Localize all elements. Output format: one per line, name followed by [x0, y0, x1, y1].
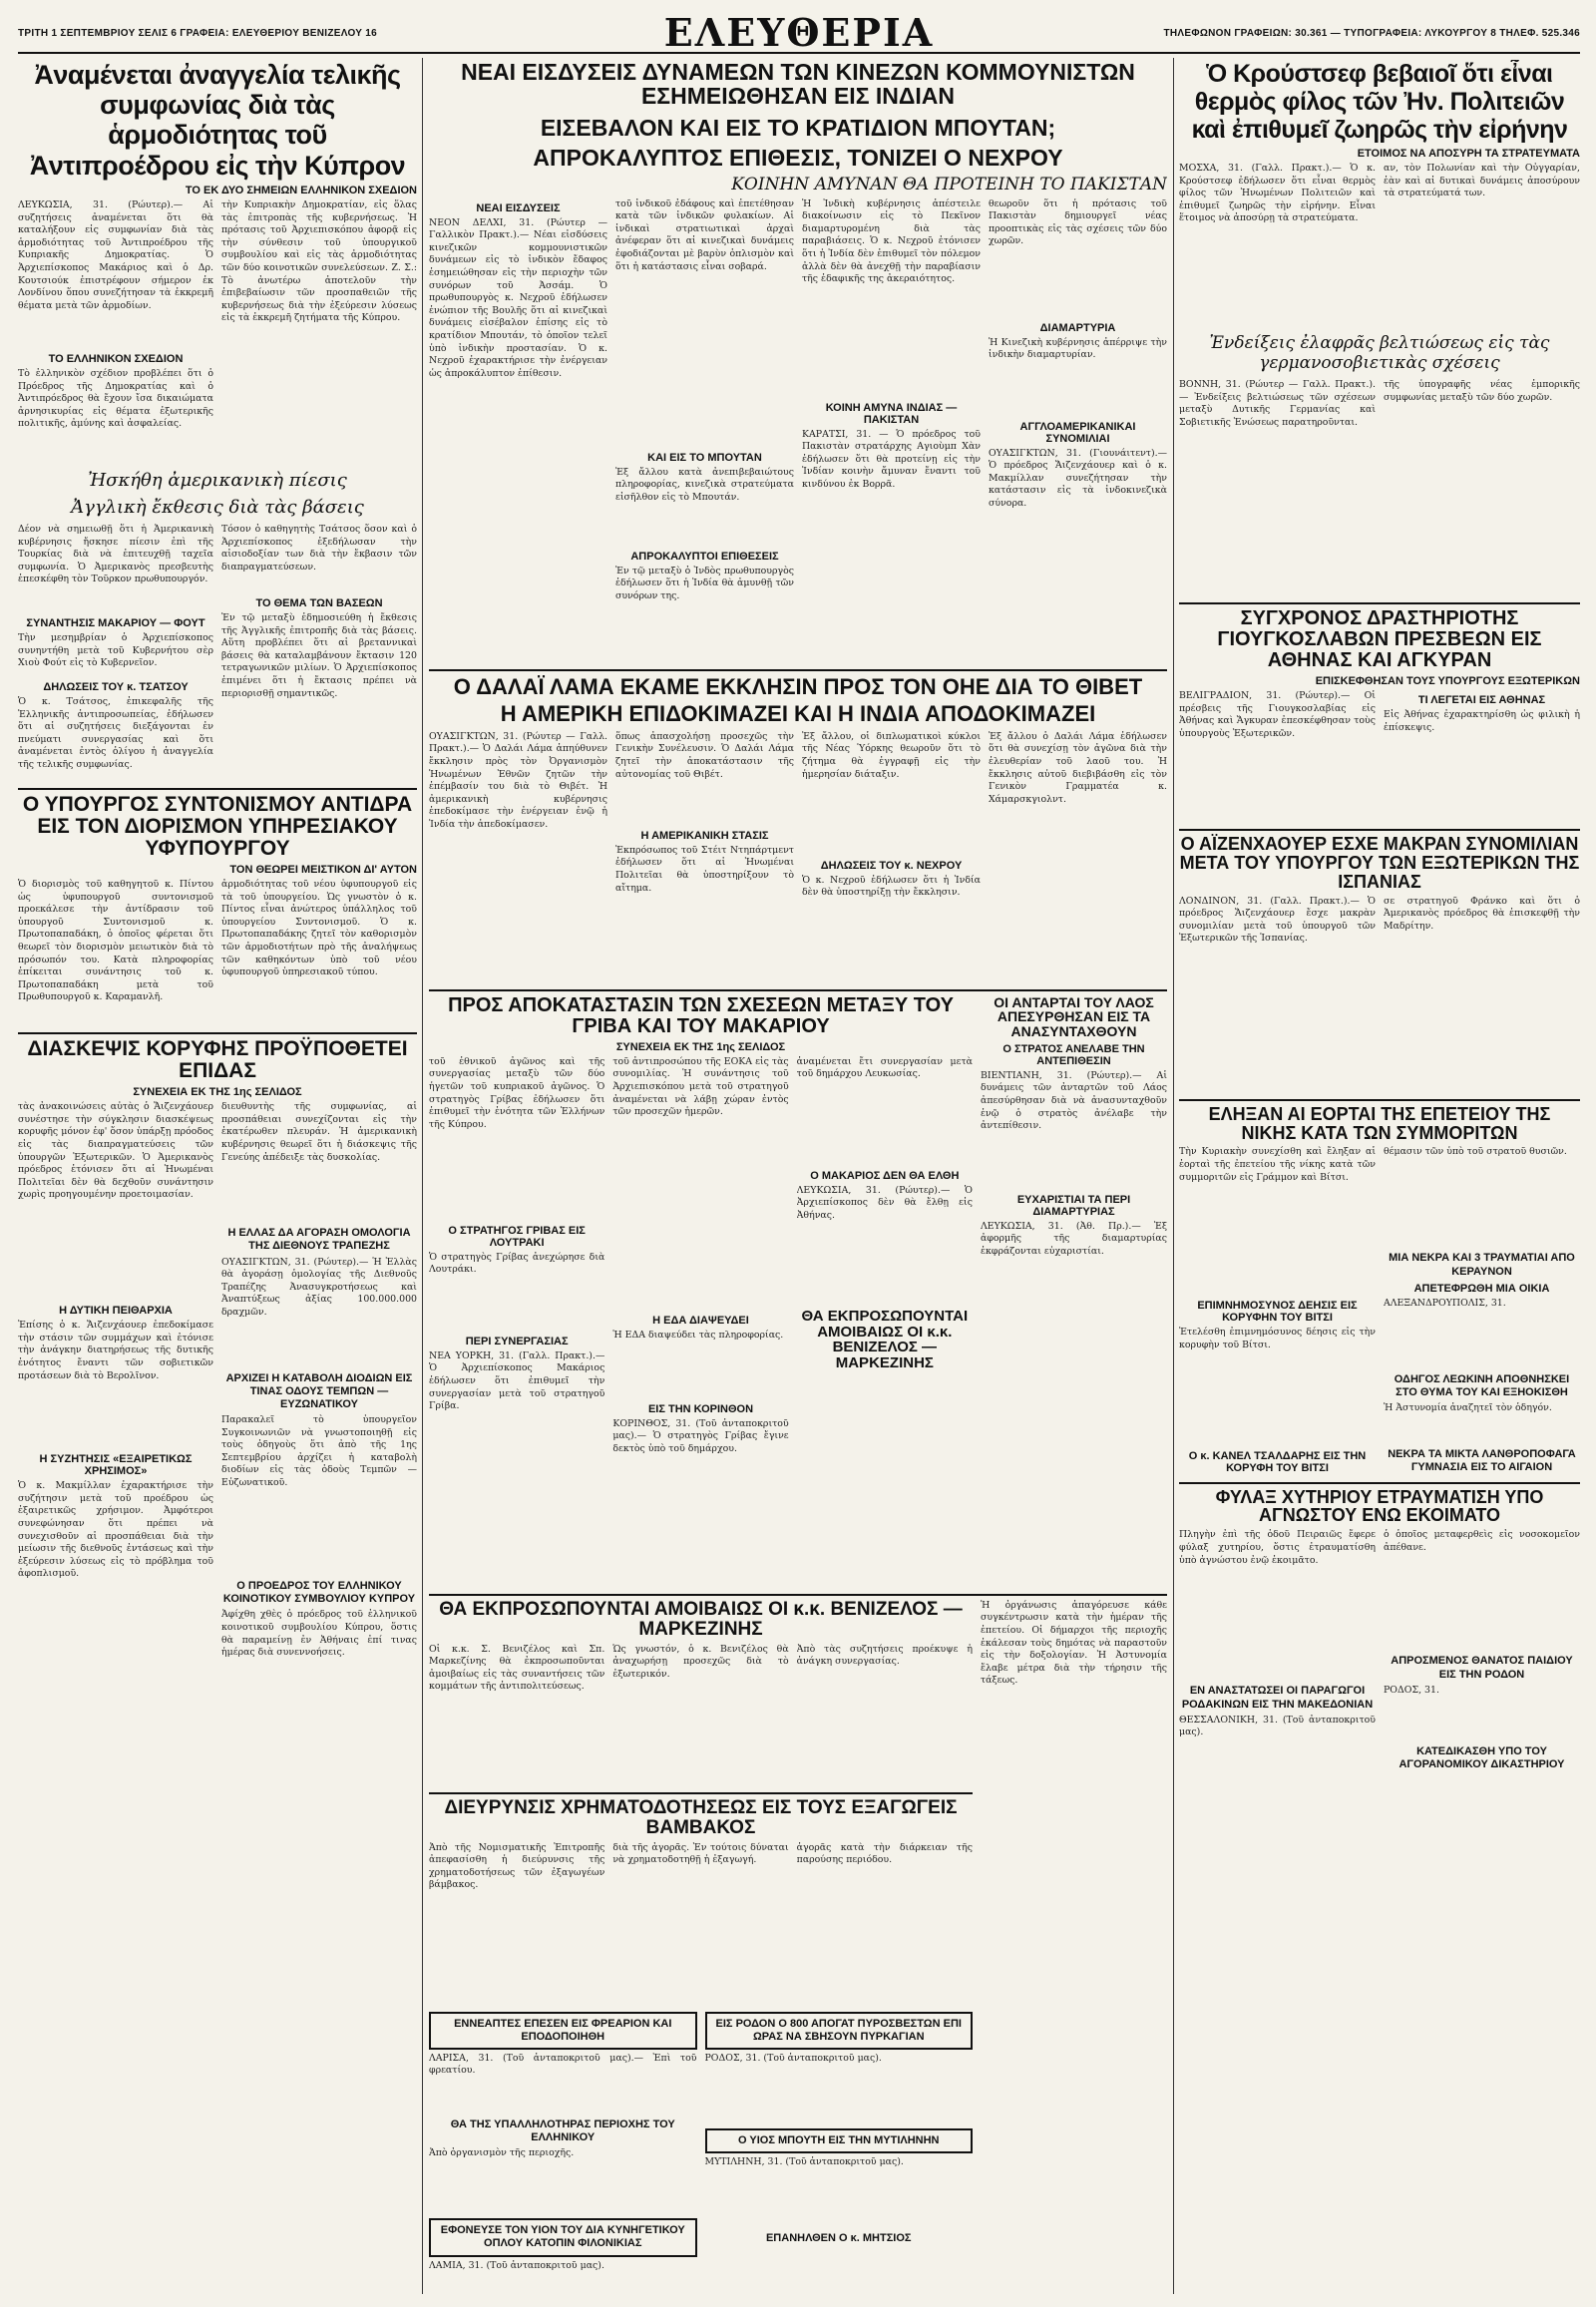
article-body: αν, τὸν Πολωνίαν καὶ τὴν Οὐγγαρίαν, ἐὰν καὶ αἱ δυτικαὶ δυνάμεις ἀποσύρουν τὰ στρατεύματά των.	[1384, 163, 1580, 199]
article-body: ΛΕΥΚΩΣΙΑ, 31. (Ἀθ. Πρ.).— Ἐξ ἀφορμῆς τῆς διαμαρτυρίας ἐκφράζονται εὐχαριστίαι.	[981, 1220, 1167, 1257]
left-main-headline: Ἀναμένεται ἀναγγελία τελικῆς συμφωνίας διὰ τὰς ἁρμοδιότητας τοῦ Ἀντιπροέδρου εἰς τὴν Κύπρον	[29, 60, 406, 181]
article-body: Ὁ κ. Μακμίλλαν ἐχαρακτήρισε τὴν συζήτησιν μετὰ τοῦ προέδρου ὡς ἐξαιρετικῶς χρήσιμον. Ἀμφότεροι συνεφώνησαν ὅτι πρέπει νὰ συνεχισθοῦν αἱ προσπάθειαι διὰ τὴν μείωσιν τῆς διεθνοῦς ἐντάσεως καὶ τὴν ἐξεύρεσιν λύσεως εἰς τὸ πρόβλημα τοῦ ἀφοπλισμοῦ.	[18, 1480, 213, 1580]
article-body: Ἐξ ἄλλου, οἱ διπλωματικοὶ κύκλοι τῆς Νέας Ὑόρκης θεωροῦν ὅτι τὸ ζήτημα θὰ ἐγγραφῇ εἰς τὴν ἡμερησίαν διάταξιν.	[802, 730, 981, 780]
subhead: Η ΔΥΤΙΚΗ ΠΕΙΘΑΡΧΙΑ	[59, 1305, 173, 1318]
dalai-lama-headline-2: Η ΑΜΕΡΙΚΗ ΕΠΙΔΟΚΙΜΑΖΕΙ ΚΑΙ Η ΙΝΔΙΑ ΑΠΟΔΟΚΙΜΑΖΕΙ	[500, 700, 1096, 726]
article-body: Ἀφίχθη χθὲς ὁ πρόεδρος τοῦ ἑλληνικοῦ κοινοτικοῦ συμβουλίου Κύπρου, ὅστις θὰ παραμείνῃ ἐν Ἀθήναις ἐπί τινας ἡμέρας διὰ συνεννοήσεις.	[221, 1609, 417, 1659]
article-body: ΜΟΣΧΑ, 31. (Γαλλ. Πρακτ.).— Ὁ κ. Κρούστσεφ ἐδήλωσεν ὅτι εἶναι θερμὸς φίλος τῶν Ἡνωμένων Πολιτειῶν καὶ ἐπιθυμεῖ ζωηρῶς τὴν εἰρήνην. Εἶναι ἕτοιμος νὰ ἀποσύρῃ τὰ στρατεύματα.	[1179, 163, 1376, 224]
article-body: Πληγὴν ἐπὶ τῆς ὁδοῦ Πειραιῶς ἔφερε φύλαξ χυτηρίου, ὅστις ἐτραυματίσθη ὑπὸ ἀγνώστου ἐνῷ ἐκοιμᾶτο.	[1179, 1529, 1376, 1566]
article-body: ΟΥΑΣΙΓΚΤΩΝ, 31. (Ρώυτερ — Γαλλ. Πρακτ.).— Ὁ Δαλάι Λάμα ἀπηύθυνεν ἔκκλησιν πρὸς τὸν Ὀργανισμὸν Ἡνωμένων Ἐθνῶν ζητῶν τὴν ἐπέμβασίν του διὰ τὸ Θιβέτ. Ἡ ἀμερικανικὴ κυβέρνησις ἐπεδοκίμασε τὴν ἐνέργειαν ἐνῷ ἡ Ἰνδία τὴν ἀπεδοκίμασεν.	[429, 730, 607, 830]
foundry-guard-headline: ΦΥΛΑΞ ΧΥΤΗΡΙΟΥ ΕΤΡΑΥΜΑΤΙΣΗ ΥΠΟ ΑΓΝΩΣΤΟΥ ΕΝΩ ΕΚΟΙΜΑΤΟ	[1215, 1486, 1544, 1526]
subhead: ΤΟΝ ΘΕΩΡΕΙ ΜΕΙΣΤΙΚΟΝ ΔΙ' ΑΥΤΟΝ	[229, 864, 417, 877]
boxed-subhead: Η ΕΛΛΑΣ ΔΑ ΑΓΟΡΑΣΗ ΟΜΟΛΟΓΙΑ ΤΗΣ ΔΙΕΘΝΟΥΣ ΤΡΑΠΕΖΗΣ	[227, 1227, 411, 1253]
subhead: ΕΙΣ ΤΗΝ ΚΟΡΙΝΘΟΝ	[647, 1402, 754, 1415]
subhead: ΕΝ ΑΝΑΣΤΑΤΩΣΕΙ ΟΙ ΠΑΡΑΓΩΓΟΙ ΡΟΔΑΚΙΝΩΝ ΕΙΣ ΤΗΝ ΜΑΚΕΔΟΝΙΑΝ	[1181, 1685, 1374, 1711]
article-body: Ἐτελέσθη ἐπιμνημόσυνος δέησις εἰς τὴν κορυφὴν τοῦ Βίτσι.	[1179, 1327, 1376, 1351]
dalai-lama-headline-1: Ο ΔΑΛΑΪ ΛΑΜΑ ΕΚΑΜΕ ΕΚΚΛΗΣΙΝ ΠΡΟΣ ΤΟΝ ΟΗΕ ΔΙΑ ΤΟ ΘΙΒΕΤ	[453, 673, 1143, 699]
subhead: ΣΥΝΑΝΤΗΣΙΣ ΜΑΚΑΡΙΟΥ — ΦΟΥΤ	[26, 616, 205, 629]
masthead	[18, 10, 1580, 54]
article-body: τὰς ἀνακοινώσεις αὐτὰς ὁ Ἄιζενχάουερ συνέστησε τὴν σύγκλησιν διασκέψεως κορυφῆς μόνον ἐφ' ὅσον ὑπάρξῃ πρόοδος εἰς τὰς διαπραγματεύσεις τῶν ὑπουργῶν Ἐξωτερικῶν. Ὁ Ἀμερικανὸς πρόεδρος ἐτόνισεν ὅτι αἱ Ἡνωμέναι Πολιτεῖαι δὲν θὰ δεχθοῦν συνάντησιν χωρὶς προηγουμένην προετοιμασίαν.	[18, 1101, 213, 1201]
masthead-contacts: ΤΗΛΕΦΩΝΟΝ ΓΡΑΦΕΙΩΝ: 30.361 — ΤΥΠΟΓΡΑΦΕΙΑ: ΛΥΚΟΥΡΓΟΥ 8 ΤΗΛΕΦ. 525.346	[1163, 28, 1580, 39]
article-body: Ἐκπρόσωπος τοῦ Στέιτ Ντηπάρτμεντ ἐδήλωσεν ὅτι αἱ Ἡνωμέναι Πολιτεῖαι θὰ ὑποστηρίξουν τὸ αἴτημα.	[615, 844, 794, 894]
subhead: ΑΠΕΤΕΦΡΩΘΗ ΜΙΑ ΟΙΚΙΑ	[1413, 1282, 1550, 1295]
boxed-subhead: ΕΝΝΕΑΠΤΕΣ ΕΠΕΣΕΝ ΕΙΣ ΦΡΕΑΡΙΟΝ ΚΑΙ ΕΠΟΔΟΠΟΙΗΘΗ	[429, 2012, 697, 2050]
section-rule	[429, 669, 1167, 671]
subhead: ΤΟ ΘΕΜΑ ΤΩΝ ΒΑΣΕΩΝ	[255, 596, 383, 609]
article-body: τῆς ὑπογραφῆς νέας ἐμπορικῆς συμφωνίας μεταξὺ τῶν δύο χωρῶν.	[1384, 379, 1580, 403]
subhead: Ο ΣΤΡΑΤΟΣ ΑΝΕΛΑΒΕ ΤΗΝ ΑΝΤΕΠΙΘΕΣΙΝ	[1002, 1042, 1145, 1067]
article-body: Ὁ στρατηγὸς Γρίβας ἀνεχώρησε διὰ Λουτράκι.	[429, 1251, 605, 1276]
subhead: ΑΠΡΟΚΑΛΥΠΤΟΙ ΕΠΙΘΕΣΕΙΣ	[630, 550, 779, 563]
article-body: ΝΕΟΝ ΔΕΛΧΙ, 31. (Ρώυτερ — Γαλλικὸν Πρακτ.).— Νέαι εἰσδύσεις κινεζικῶν κομμουνιστικῶν δυνάμεων εἰς τὸ ἰνδικὸν ἔδαφος ἐσημειώθησαν εἰς τὴν περιοχὴν τῶν συνόρων τοῦ Ἀσσάμ. Ὁ πρωθυπουργὸς κ. Νεχροῦ ἐδήλωσεν ἐνώπιον τῆς Βουλῆς ὅτι αἱ κινεζικαὶ δυνάμεις εἰσέβαλον ἐπίσης εἰς τὸ κρατίδιον Μπουτάν, τὸ ὁποῖον τελεῖ ὑπὸ ἰνδικὴν προστασίαν. Ὁ κ. Νεχροῦ ἐχαρακτήρισε τὴν ἐνέργειαν ὡς ἀπροκάλυπτον ἐπίθεσιν.	[429, 216, 607, 379]
subhead: ΠΕΡΙ ΣΥΝΕΡΓΑΣΙΑΣ	[465, 1335, 569, 1347]
subhead: ΟΔΗΓΟΣ ΛΕΩΚΙΝΗ ΑΠΟΘΝΗΣΚΕΙ ΣΤΟ ΘΥΜΑ ΤΟΥ ΚΑΙ ΕΞΗΟΚΙΣΘΗ	[1394, 1372, 1570, 1399]
section-rule	[1179, 1099, 1580, 1101]
article-body: Ὁ διορισμὸς τοῦ καθηγητοῦ κ. Πίντου ὡς ὑφυπουργοῦ συντονισμοῦ προεκάλεσε τὴν ἀντίδρασιν τοῦ ὑπουργοῦ Συντονισμοῦ κ. Πρωτοπαπαδάκη, ὁ ὁποῖος φέρεται ὅτι θεωρεῖ τὸν διορισμὸν μειωτικὸν διὰ τὸ πρόσωπόν του. Κατὰ πληροφορίας ἐπίκειται συνάντησις τοῦ κ. Πρωτοπαπαδάκη μετὰ τοῦ Πρωθυπουργοῦ κ. Καραμανλῆ.	[18, 879, 213, 1003]
boxed-subhead: ΘΑ ΤΗΣ ΥΠΑΛΛΗΛΟΤΗΡΑΣ ΠΕΡΙΟΧΗΣ ΤΟΥ ΕΛΛΗΝΙΚΟΥ	[450, 2117, 675, 2144]
summit-headline: ΔΙΑΣΚΕΨΙΣ ΚΟΡΥΦΗΣ ΠΡΟΫΠΟΘΕΤΕΙ ΕΠΙΔΑΣ	[27, 1037, 408, 1083]
boxed-subhead: ΕΠΑΝΗΛΘΕΝ Ο κ. ΜΗΤΣΙΟΣ	[765, 2232, 912, 2245]
left-column	[18, 60, 417, 2294]
article-body: ὅπως ἀπασχολήσῃ προσεχῶς τὴν Γενικὴν Συνέλευσιν. Ὁ Δαλάι Λάμα ζητεῖ τὴν ἀποκατάστασιν τῆς αὐτονομίας τοῦ Θιβέτ.	[615, 730, 794, 780]
article-body: ΛΑΜΙΑ, 31. (Τοῦ ἀνταποκριτοῦ μας).	[429, 2259, 604, 2271]
eisenhower-headline: Ο ΑΪΖΕΝΧΑΟΥΕΡ ΕΣΧΕ ΜΑΚΡΑΝ ΣΥΝΟΜΙΛΙΑΝ ΜΕΤΑ ΤΟΥ ΥΠΟΥΡΓΟΥ ΤΩΝ ΕΞΩΤΕΡΙΚΩΝ ΤΗΣ ΙΣΠΑΝΙΑΣ	[1179, 834, 1580, 892]
italic-headline: Ἐνδείξεις ἐλαφρᾶς βελτιώσεως εἰς τὰς γερμανοσοβιετικὰς σχέσεις	[1209, 333, 1550, 373]
china-headline-3: ΑΠΡΟΚΑΛΥΠΤΟΣ ΕΠΙΘΕΣΙΣ, ΤΟΝΙΖΕΙ Ο ΝΕΧΡΟΥ	[533, 145, 1063, 172]
box-item	[797, 1309, 973, 1371]
article-body: ΛΕΥΚΩΣΙΑ, 31. (Ρώυτερ).— Ὁ Ἀρχιεπίσκοπος δὲν θὰ ἔλθῃ εἰς Ἀθήνας.	[796, 1184, 973, 1221]
section-rule	[18, 1032, 417, 1034]
italic-headline: Ἀγγλικὴ ἔκθεσις διὰ τὰς βάσεις	[71, 496, 364, 518]
section-rule	[1179, 1482, 1580, 1484]
subhead: ΣΥΝΕΧΕΙΑ ΕΚ ΤΗΣ 1ης ΣΕΛΙΔΟΣ	[133, 1086, 302, 1099]
subhead: ΕΥΧΑΡΙΣΤΙΑΙ ΤΑ ΠΕΡΙ ΔΙΑΜΑΡΤΥΡΙΑΣ	[1016, 1193, 1131, 1218]
article-body: ΒΙΕΝΤΙΑΝΗ, 31. (Ρώυτερ).— Αἱ δυνάμεις τῶν ἀνταρτῶν τοῦ Λάος ἀπεσύρθησαν διὰ νὰ ἀνασυνταχθοῦν ἐνῷ ὁ στρατὸς ἀνέλαβε τὴν ἀντεπίθεσιν.	[981, 1069, 1167, 1132]
article-body: Ἀπὸ τὰς συζητήσεις προέκυψε ἡ ἀνάγκη συνεργασίας.	[796, 1643, 973, 1668]
subhead: ΕΠΙΣΚΕΦΘΗΣΑΝ ΤΟΥΣ ΥΠΟΥΡΓΟΥΣ ΕΞΩΤΕΡΙΚΩΝ	[1315, 675, 1580, 687]
subhead: ΝΕΑΙ ΕΙΣΔΥΣΕΙΣ	[476, 201, 561, 214]
article-body: Ἡ ΕΔΑ διαψεύδει τὰς πληροφορίας.	[612, 1329, 784, 1341]
article-body: ΑΛΕΞΑΝΔΡΟΥΠΟΛΙΣ, 31.	[1384, 1297, 1506, 1309]
article-body: Τὴν μεσημβρίαν ὁ Ἀρχιεπίσκοπος συνηντήθη μετὰ τοῦ Κυβερνήτου σὲρ Χιοὺ Φούτ εἰς τὸ Κυβερνεῖον.	[18, 631, 213, 669]
italic-headline: Ἠσκήθη ἀμερικανικὴ πίεσις	[88, 469, 347, 491]
article-body: Ὁ κ. Τσάτσος, ἐπικεφαλῆς τῆς Ἑλληνικῆς ἀντιπροσωπείας, ἐδήλωσεν ὅτι αἱ συζητήσεις διεξάγονται ἐν πνεύματι συνεργασίας καὶ ὅτι ἀναμένεται ἐντὸς ὀλίγου ἡ ἀναγγελία τῆς τελικῆς συμφωνίας.	[18, 695, 213, 770]
article-body: διευθυντὴς τῆς συμφωνίας, αἱ προσπάθειαι συνεχίζονται εἰς τὴν ἑκατέρωθεν πλευράν. Ἡ ἀμερικανικὴ κυβέρνησις θεωρεῖ ὅτι ἡ διάσκεψις τῆς Γενεύης ἀπέδειξε τὰς δυσκολίας.	[221, 1101, 417, 1163]
section-rule	[18, 788, 417, 790]
article-body: σε στρατηγοῦ Φράνκο καὶ ὅτι ὁ Ἀμερικανὸς πρόεδρος θὰ ἐπισκεφθῇ τὴν Μαδρίτην.	[1384, 895, 1580, 932]
khrushchev-headline: Ὁ Κρούστσεφ βεβαιοῖ ὅτι εἶναι θερμὸς φίλος τῶν Ἠν. Πολιτειῶν καὶ ἐπιθυμεῖ ζωηρῶς τὴν εἰρήνην	[1191, 60, 1568, 144]
article-body: Εἰς Ἀθήνας ἐχαρακτηρίσθη ὡς φιλικὴ ἡ ἐπίσκεψις.	[1384, 709, 1580, 733]
article-body: ΚΑΡΑΤΣΙ, 31. — Ὁ πρόεδρος τοῦ Πακιστὰν στρατάρχης Αγιοὺμπ Χὰν ἐδήλωσεν ὅτι θὰ προτείνῃ εἰς τὴν Ἰνδίαν κοινὴν ἄμυναν ἔναντι τοῦ κινδύνου ἐκ Βορρᾶ.	[802, 428, 981, 490]
victory-anniversary-headline: ΕΛΗΞΑΝ ΑΙ ΕΟΡΤΑΙ ΤΗΣ ΕΠΕΤΕΙΟΥ ΤΗΣ ΝΙΚΗΣ ΚΑΤΑ ΤΩΝ ΣΥΜΜΟΡΙΤΩΝ	[1208, 1103, 1551, 1143]
article-body: Οἱ κ.κ. Σ. Βενιζέλος καὶ Σπ. Μαρκεζίνης θὰ ἐκπροσωποῦνται ἀμοιβαίως εἰς τὰς συναντήσεις τῶν κομμάτων τῆς ἀντιπολιτεύσεως.	[429, 1643, 605, 1693]
subhead: ΑΠΡΟΣΜΕΝΟΣ ΘΑΝΑΤΟΣ ΠΑΙΔΙΟΥ ΕΙΣ ΤΗΝ ΡΟΔΟΝ	[1391, 1655, 1573, 1681]
article-body: ΝΕΑ ΥΟΡΚΗ, 31. (Γαλλ. Πρακτ.).— Ὁ Ἀρχιεπίσκοπος Μακάριος ἐδήλωσεν ὅτι ἐπιθυμεῖ τὴν συνεργασίαν μετὰ τοῦ στρατηγοῦ Γρίβα.	[429, 1349, 605, 1412]
article-body: ΛΑΡΙΣΑ, 31. (Τοῦ ἀνταποκριτοῦ μας).— Ἐπὶ τοῦ φρεατίου.	[429, 2052, 697, 2077]
subhead: ΑΓΓΛΟΑΜΕΡΙΚΑΝΙΚΑΙ ΣΥΝΟΜΙΛΙΑΙ	[1019, 420, 1136, 445]
column-rule	[422, 58, 423, 2294]
right-column	[1179, 60, 1580, 2294]
subhead: Η ΣΥΖΗΤΗΣΙΣ «ΕΞΑΙΡΕΤΙΚΩΣ ΧΡΗΣΙΜΟΣ»	[39, 1453, 193, 1478]
article-body: Παρακαλεῖ τὸ ὑπουργεῖον Συγκοινωνιῶν νὰ γνωστοποιηθῇ εἰς τοὺς ὁδηγοὺς ὅτι ἀπὸ τῆς 1ης Σεπτεμβρίου ἀρχίζει ἡ καταβολὴ διοδίων εἰς τὰς ὁδοὺς Τεμπῶν — Εὐζωνατικοῦ.	[221, 1414, 417, 1489]
article-body: ΟΥΑΣΙΓΚΤΩΝ, 31. (Γιουνάιτεντ).— Ὁ πρόεδρος Ἄιζενχάουερ καὶ ὁ κ. Μακμίλλαν συνεζήτησαν τὴν κατάστασιν εἰς τὰ ἰνδοκινεζικὰ σύνορα.	[989, 447, 1167, 509]
article-body: τοῦ ἀντιπροσώπου τῆς ΕΟΚΑ εἰς τὰς συνομιλίας. Ἡ συνάντησις τοῦ Ἀρχιεπισκόπου μετὰ τοῦ στρατηγοῦ ἀναμένεται νὰ λάβῃ χώραν ἐντὸς τῶν προσεχῶν ἡμερῶν.	[612, 1055, 789, 1118]
subhead: ΝΕΚΡΑ ΤΑ ΜΙΚΤΑ ΛΑΝΘΡΟΠΟΦΑΓΑ ΓΥΜΝΑΣΙΑ ΕΙΣ ΤΟ ΑΙΓΑΙΟΝ	[1388, 1448, 1576, 1474]
subhead: ΕΠΙΜΝΗΜΟΣΥΝΟΣ ΔΕΗΣΙΣ ΕΙΣ ΚΟΡΥΦΗΝ ΤΟΥ ΒΙΤΣΙ	[1197, 1300, 1358, 1325]
article-body: ΘΕΣΣΑΛΟΝΙΚΗ, 31. (Τοῦ ἀνταποκριτοῦ μας).	[1179, 1714, 1376, 1738]
newspaper-page	[18, 10, 1580, 2299]
article-body: Ὁ κ. Νεχροῦ ἐδήλωσεν ὅτι ἡ Ἰνδία δὲν θὰ ὑποστηρίξῃ τὴν ἔκκλησιν.	[802, 874, 981, 899]
griva-headline: ΠΡΟΣ ΑΠΟΚΑΤΑΣΤΑΣΙΝ ΤΩΝ ΣΧΕΣΕΩΝ ΜΕΤΑΞΥ ΤΟΥ ΓΡΙΒΑ ΚΑΙ ΤΟΥ ΜΑΚΑΡΙΟΥ	[448, 993, 954, 1037]
section-rule	[1179, 602, 1580, 604]
article-body: Ἀπὸ τῆς Νομισματικῆς Ἐπιτροπῆς ἀπεφασίσθη ἡ διεύρυνσις τῆς χρηματοδοτήσεως τῶν ἐξαγωγέων βάμβακος.	[429, 1841, 605, 1891]
laos-headline: ΟΙ ΑΝΤΑΡΤΑΙ ΤΟΥ ΛΑΟΣ ΑΠΕΣΥΡΘΗΣΑΝ ΕΙΣ ΤΑ ΑΝΑΣΥΝΤΑΧΘΟΥΝ	[994, 993, 1154, 1040]
article-body: Ἐν τῷ μεταξὺ ὁ Ἰνδὸς πρωθυπουργὸς ἐδήλωσεν ὅτι ἡ Ἰνδία θὰ ἀμυνθῇ τῶν συνόρων της.	[615, 565, 794, 601]
article-body: ΛΕΥΚΩΣΙΑ, 31. (Ρώυτερ).— Αἱ συζητήσεις ἀναμένεται ὅτι θὰ καταλήξουν εἰς συμφωνίαν διὰ τὰς ἁρμοδιότητας τοῦ Ἀντιπροέδρου τῆς Κυπριακῆς Δημοκρατίας. Ὁ Ἀρχιεπίσκοπος Μακάριος καὶ ὁ Δρ. Κουτσιούκ ἐπιστρέφουν σήμερον ἐκ Λονδίνου ὅπου συνεζήτησαν τὰ ἐκκρεμῆ θέματα μετὰ τῶν ἁρμοδίων.	[18, 198, 213, 311]
boxed-subhead: ΑΡΧΙΖΕΙ Η ΚΑΤΑΒΟΛΗ ΔΙΟΔΙΩΝ ΕΙΣ ΤΙΝΑΣ ΟΔΟΥΣ ΤΕΜΠΩΝ — ΕΥΖΩΝΑΤΙΚΟΥ	[225, 1371, 413, 1410]
article-body: ἀναμένεται ἔτι συνεργασίαν μετὰ τοῦ δημάρχου Λευκωσίας.	[796, 1055, 973, 1080]
article-body: ἀγορᾶς κατὰ τὴν διάρκειαν τῆς παρούσης περιόδου.	[796, 1841, 973, 1866]
subhead: ΣΥΝΕΧΕΙΑ ΕΚ ΤΗΣ 1ης ΣΕΛΙΔΟΣ	[615, 1040, 786, 1053]
subhead: ΔΗΛΩΣΕΙΣ ΤΟΥ κ. ΤΣΑΤΣΟΥ	[43, 680, 189, 693]
article-body: τοῦ ἐθνικοῦ ἀγῶνος καὶ τῆς συνεργασίας μεταξὺ τῶν δύο ἡγετῶν τοῦ κυπριακοῦ ἀγῶνος. Ὁ στρατηγὸς Γρίβας ἐδήλωσεν ὅτι ἐπιθυμεῖ τὴν ἑνότητα τῶν Ἑλλήνων τῆς Κύπρου.	[429, 1055, 605, 1130]
article-body: Τόσον ὁ καθηγητὴς Τσάτσος ὅσον καὶ ὁ Ἀρχιεπίσκοπος ἐξεδήλωσαν τὴν αἰσιοδοξίαν των διὰ τὴν ἔκβασιν τῶν διαπραγματεύσεων.	[221, 523, 417, 573]
italic-headline: ΚΟΙΝΗΝ ΑΜΥΝΑΝ ΘΑ ΠΡΟΤΕΙΝΗ ΤΟ ΠΑΚΙΣΤΑΝ	[731, 174, 1167, 194]
china-headline-2: ΕΙΣΕΒΑΛΟΝ ΚΑΙ ΕΙΣ ΤΟ ΚΡΑΤΙΔΙΟΝ ΜΠΟΥΤΑΝ;	[540, 115, 1056, 142]
subhead: ΤΟ ΕΛΛΗΝΙΚΟΝ ΣΧΕΔΙΟΝ	[48, 352, 184, 365]
article-body: ΜΥΤΙΛΗΝΗ, 31. (Τοῦ ἀνταποκριτοῦ μας).	[704, 2156, 904, 2168]
coordination-minister-headline: Ο ΥΠΟΥΡΓΟΣ ΣΥΝΤΟΝΙΣΜΟΥ ΑΝΤΙΔΡΑ ΕΙΣ ΤΟΝ ΔΙΟΡΙΣΜΟΝ ΥΠΗΡΕΣΙΑΚΟΥ ΥΦΥΠΟΥΡΓΟΥ	[22, 792, 413, 861]
column-rule	[1173, 58, 1174, 2294]
boxed-subhead: ΕΙΣ ΡΟΔΟΝ Ο 800 ΑΠΟΓΑΤ ΠΥΡΟΣΒΕΣΤΩΝ ΕΠΙ ΩΡΑΣ ΝΑ ΣΒΗΣΟΥΝ ΠΥΡΚΑΓΙΑΝ	[705, 2012, 974, 2050]
subhead: Η ΕΔΑ ΔΙΑΨΕΥΔΕΙ	[652, 1314, 749, 1327]
article-body: θέμασιν τῶν ὑπὸ τοῦ στρατοῦ θυσιῶν.	[1384, 1146, 1567, 1158]
boxed-subhead: ΕΦΟΝΕΥΣΕ ΤΟΝ ΥΙΟΝ ΤΟΥ ΔΙΑ ΚΥΝΗΓΕΤΙΚΟΥ ΟΠΛΟΥ ΚΑΤΟΠΙΝ ΦΙΛΟΝΙΚΙΑΣ	[429, 2218, 697, 2256]
venizelos-headline: ΘΑ ΕΚΠΡΟΣΩΠΟΥΝΤΑΙ ΑΜΟΙΒΑΙΩΣ ΟΙ κ.κ. ΒΕΝΙΖΕΛΟΣ — ΜΑΡΚΕΖΙΝΗΣ	[801, 1307, 969, 1371]
article-body: θεωροῦν ὅτι ἡ πρότασις τοῦ Πακιστὰν δημιουργεῖ νέας προοπτικὰς εἰς τὰς σχέσεις τῶν δύο χωρῶν.	[989, 197, 1167, 247]
center-section	[429, 60, 1167, 2294]
subhead: Ο ΣΤΡΑΤΗΓΟΣ ΓΡΙΒΑΣ ΕΙΣ ΛΟΥΤΡΑΚΙ	[448, 1224, 586, 1249]
boxed-subhead: Ο ΥΙΟΣ ΜΠΟΥΤΗ ΕΙΣ ΤΗΝ ΜΥΤΙΛΗΝΗΝ	[705, 2128, 974, 2153]
article-body: ΡΟΔΟΣ, 31.	[1384, 1684, 1439, 1696]
article-body: Ἐξ ἄλλου κατὰ ἀνεπιβεβαιώτους πληροφορίας, κινεζικὰ στρατεύματα εἰσῆλθον εἰς τὸ Μπουτάν.	[615, 466, 794, 503]
article-body: Ἡ Ἀστυνομία ἀναζητεῖ τὸν ὁδηγόν.	[1384, 1402, 1552, 1414]
subhead: ΚΟΙΝΗ ΑΜΥΝΑ ΙΝΔΙΑΣ — ΠΑΚΙΣΤΑΝ	[825, 401, 958, 426]
article-body: ὁ ὁποῖος μεταφερθεὶς εἰς νοσοκομεῖον ἀπέθανε.	[1384, 1529, 1580, 1553]
article-body: ΒΟΝΝΗ, 31. (Ρώυτερ — Γαλλ. Πρακτ.).— Ἐνδείξεις βελτιώσεως τῶν σχέσεων μεταξὺ Δυτικῆς Γερμανίας καὶ Σοβιετικῆς Ἑνώσεως παρατηροῦνται.	[1179, 379, 1376, 428]
article-body: Τὸ ἑλληνικὸν σχέδιον προβλέπει ὅτι ὁ Πρόεδρος τῆς Δημοκρατίας καὶ ὁ Ἀντιπρόεδρος θὰ ἔχουν ἴσα δικαιώματα ἀρνησικυρίας εἰς θέματα ἐξωτερικῆς πολιτικῆς, ἀμύνης καὶ ἀσφαλείας.	[18, 367, 213, 430]
article-body: ΟΥΑΣΙΓΚΤΩΝ, 31. (Ρώυτερ).— Ἡ Ἑλλὰς θὰ ἀγοράσῃ ὁμολογίας τῆς Διεθνοῦς Τραπέζης Ἀνασυγκροτήσεως καὶ Ἀναπτύξεως ἀξίας 100.000.000 δραχμῶν.	[221, 1256, 417, 1318]
article-body: Ἐν τῷ μεταξὺ ἐδημοσιεύθη ἡ ἔκθεσις τῆς Ἀγγλικῆς ἐπιτροπῆς διὰ τὰς βάσεις. Αὕτη προβλέπει ὅτι αἱ βρεταννικαὶ βάσεις θὰ καταλαμβάνουν ἔκτασιν 120 τετραγωνικῶν μιλίων. Ὁ Ἀρχιεπίσκοπος ἐπιμένει ὅτι ἡ ἔκτασις πρέπει νὰ περιορισθῇ σημαντικῶς.	[221, 611, 417, 699]
article-body: ΛΟΝΔΙΝΟΝ, 31. (Γαλλ. Πρακτ.).— Ὁ πρόεδρος Ἄιζενχάουερ ἔσχε μακρὰν συνομιλίαν μετὰ τοῦ ὑπουργοῦ τῶν Ἐξωτερικῶν τῆς Ἱσπανίας.	[1179, 895, 1376, 945]
subhead: ΔΗΛΩΣΕΙΣ ΤΟΥ κ. ΝΕΧΡΟΥ	[820, 859, 963, 872]
section-rule	[1179, 829, 1580, 831]
subhead: Ο ΜΑΚΑΡΙΟΣ ΔΕΝ ΘΑ ΕΛΘΗ	[810, 1169, 960, 1182]
subhead: ΕΤΟΙΜΟΣ ΝΑ ΑΠΟΣΥΡΗ ΤΑ ΣΤΡΑΤΕΥΜΑΤΑ	[1357, 148, 1580, 160]
subhead: Ο κ. ΚΑΝΕΛ ΤΣΑΛΔΑΡΗΣ ΕΙΣ ΤΗΝ ΚΟΡΥΦΗ ΤΟΥ ΒΙΤΣΙ	[1188, 1450, 1367, 1475]
article-body: Ἐξ ἄλλου ὁ Δαλάι Λάμα ἐδήλωσεν ὅτι θὰ συνεχίσῃ τὸν ἀγῶνα διὰ τὴν ἐλευθερίαν τοῦ λαοῦ του. Ἡ ἔκκλησις αὐτοῦ διεβιβάσθη εἰς τὸν Γενικὸν Γραμματέα κ. Χάμαρσκγιολντ.	[989, 730, 1167, 805]
subhead: ΚΑΙ ΕΙΣ ΤΟ ΜΠΟΥΤΑΝ	[647, 451, 762, 464]
subhead: ΤΙ ΛΕΓΕΤΑΙ ΕΙΣ ΑΘΗΝΑΣ	[1417, 694, 1546, 706]
article-body: Ἡ Κινεζικὴ κυβέρνησις ἀπέρριψε τὴν ἰνδικὴν διαμαρτυρίαν.	[989, 336, 1167, 361]
article-body: ΚΟΡΙΝΘΟΣ, 31. (Τοῦ ἀνταποκριτοῦ μας).— Ὁ στρατηγὸς Γρίβας ἔγινε δεκτὸς ὑπὸ τοῦ δημάρχου.	[612, 1417, 789, 1454]
article-body: τοῦ ἰνδικοῦ ἐδάφους καὶ ἐπετέθησαν κατὰ τῶν ἰνδικῶν φυλακίων. Αἱ ἰνδικαὶ στρατιωτικαὶ ἀρχαὶ ἀνέφεραν ὅτι αἱ κινεζικαὶ δυνάμεις ἐφοδιάζονται μὲ βαρὺν ὁπλισμὸν καὶ ὅτι ἡ κατάστασις εἶναι σοβαρά.	[615, 197, 794, 272]
article-body: Ἡ Ἰνδικὴ κυβέρνησις ἀπέστειλε διακοίνωσιν εἰς τὸ Πεκῖνον διαμαρτυρομένη διὰ τὰς παραβιάσεις. Ὁ κ. Νεχροῦ ἐτόνισεν ὅτι ἡ Ἰνδία δὲν ἐπιθυμεῖ τὸν πόλεμον ἀλλὰ δὲν θὰ ἀνεχθῇ τὴν παραβίασιν τῆς ἐδαφικῆς της ἀκεραιότητος.	[802, 197, 981, 285]
subhead: ΜΙΑ ΝΕΚΡΑ ΚΑΙ 3 ΤΡΑΥΜΑΤΙΑΙ ΑΠΟ ΚΕΡΑΥΝΟΝ	[1389, 1252, 1575, 1278]
section-rule	[429, 1594, 1167, 1596]
yugoslav-headline: ΣΥΓΧΡΟΝΟΣ ΔΡΑΣΤΗΡΙΟΤΗΣ ΓΙΟΥΓΚΟΣΛΑΒΩΝ ΠΡΕΣΒΕΩΝ ΕΙΣ ΑΘΗΝΑΣ ΚΑΙ ΑΓΚΥΡΑΝ	[1217, 607, 1542, 671]
article-body: Ἀπὸ ὀργανισμὸν τῆς περιοχῆς.	[429, 2147, 575, 2159]
article-body: Τὴν Κυριακὴν συνεχίσθη καὶ ἔληξαν αἱ ἑορταὶ τῆς ἐπετείου τῆς νίκης κατὰ τῶν συμμοριτῶν εἰς Γράμμον καὶ Βίτσι.	[1179, 1146, 1376, 1183]
china-headline-1: ΝΕΑΙ ΕΙΣΔΥΣΕΙΣ ΔΥΝΑΜΕΩΝ ΤΩΝ ΚΙΝΕΖΩΝ ΚΟΜΜΟΥΝΙΣΤΩΝ ΕΣΗΜΕΙΩΘΗΣΑΝ ΕΙΣ ΙΝΔΙΑΝ	[461, 60, 1135, 110]
article-body: Δέον νὰ σημειωθῇ ὅτι ἡ Ἀμερικανικὴ κυβέρνησις ἤσκησε πίεσιν ἐπὶ τῆς Τουρκίας διὰ νὰ ἐπιτευχθῇ ταχεῖα συμφωνία. Ὁ Ἀμερικανὸς πρεσβευτὴς ἐπεσκέφθη τὸν Τοῦρκον πρωθυπουργόν.	[18, 523, 213, 585]
article-body: Ἡ ὀργάνωσις ἀπαγόρευσε κάθε συγκέντρωσιν κατὰ τὴν ἡμέραν τῆς ἐπετείου. Οἱ δήμαρχοι τῆς περιοχῆς ἐκάλεσαν τοὺς δημότας νὰ παραστοῦν εἰς τὴν δοξολογίαν. Ἡ Ἀστυνομία ἔλαβε μέτρα διὰ τὴν τήρησιν τῆς τάξεως.	[981, 1599, 1167, 1687]
section-rule	[429, 1792, 973, 1794]
article-body: Ἐπίσης ὁ κ. Ἄιζενχάουερ ἐπεδοκίμασε τὴν στάσιν τῶν συμμάχων καὶ ἐτόνισε τὴν ἀνάγκην διατηρήσεως τῆς δυτικῆς ἑνότητος ἔναντι τῶν σοβιετικῶν προτάσεων διὰ τὸ Βερολῖνον.	[18, 1320, 213, 1381]
boxed-subhead: Ο ΠΡΟΕΔΡΟΣ ΤΟΥ ΕΛΛΗΝΙΚΟΥ ΚΟΙΝΟΤΙΚΟΥ ΣΥΜΒΟΥΛΙΟΥ ΚΥΠΡΟΥ	[222, 1580, 416, 1606]
subhead: ΚΑΤΕΔΙΚΑΣΘΗ ΥΠΟ ΤΟΥ ΑΓΟΡΑΝΟΜΙΚΟΥ ΔΙΚΑΣΤΗΡΙΟΥ	[1398, 1744, 1565, 1770]
article-body: Ὡς γνωστόν, ὁ κ. Βενιζέλος θὰ ἀναχωρήσῃ προσεχῶς διὰ τὸ ἐξωτερικόν.	[612, 1643, 789, 1680]
cotton-headline: ΔΙΕΥΡΥΝΣΙΣ ΧΡΗΜΑΤΟΔΟΤΗΣΕΩΣ ΕΙΣ ΤΟΥΣ ΕΞΑΓΩΓΕΙΣ ΒΑΜΒΑΚΟΣ	[444, 1796, 958, 1838]
article-body: ἀρμοδιότητας τοῦ νέου ὑφυπουργοῦ εἰς τὰ τοῦ ὑπουργείου. Ὡς γνωστὸν ὁ κ. Πίντος εἶναι ἀνώτερος ὑπάλληλος τοῦ ὑπουργείου Συντονισμοῦ. Ὁ κ. Πρωτοπαπαδάκης ζητεῖ τὸν καθορισμὸν τῶν ἀρμοδιοτήτων πρὸ τῆς ἀναλήψεως τῶν καθηκόντων ὑπὸ τοῦ νέου ὑφυπουργοῦ ὑπηρεσιακοῦ τύπου.	[221, 879, 417, 978]
article-body: ΡΟΔΟΣ, 31. (Τοῦ ἀνταποκριτοῦ μας).	[704, 2052, 882, 2064]
newspaper-title: ΕΛΕΥΘΕΡΙΑ	[663, 10, 935, 55]
article-body: ΒΕΛΙΓΡΑΔΙΟΝ, 31. (Ρώυτερ).— Οἱ πρέσβεις τῆς Γιουγκοσλαβίας εἰς Ἀθήνας καὶ Ἄγκυραν ἐπεσκέφθησαν τοὺς ὑπουργοὺς Ἐξωτερικῶν.	[1179, 690, 1376, 739]
article-body: τὴν Κυπριακὴν Δημοκρατίαν, εἰς ὅλας τὰς ἐπιτροπὰς τῆς κυβερνήσεως. Ἡ πρότασις τοῦ Ἀρχιεπισκόπου ἀφορᾷ εἰς τὴν σύνθεσιν τοῦ ὑπουργικοῦ συμβουλίου καὶ εἰς τὰς ἀρμοδιότητας τῶν δύο κοινοτικῶν συνελεύσεων. Ζ. Σ.: Τὸ ἀνωτέρω ἀποτελοῦν τὴν ἐπιβεβαίωσιν τῶν προσπαθειῶν τῆς κυβερνήσεως διὰ τὴν ἐξεύρεσιν λύσεως εἰς τὰ ἐκκρεμῆ ζητήματα τῆς Κύπρου.	[221, 198, 417, 324]
venizelos-markezinis-headline: ΘΑ ΕΚΠΡΟΣΩΠΟΥΝΤΑΙ ΑΜΟΙΒΑΙΩΣ ΟΙ κ.κ. ΒΕΝΙΖΕΛΟΣ — ΜΑΡΚΕΖΙΝΗΣ	[439, 1598, 963, 1640]
section-rule	[429, 989, 1167, 991]
subhead: ΔΙΑΜΑΡΤΥΡΙΑ	[1039, 321, 1116, 334]
masthead-dateline: ΤΡΙΤΗ 1 ΣΕΠΤΕΜΒΡΙΟΥ ΣΕΛΙΣ 6 ΓΡΑΦΕΙΑ: ΕΛΕΥΘΕΡΙΟΥ ΒΕΝΙΖΕΛΟΥ 16	[18, 28, 378, 39]
article-body: διὰ τῆς ἀγορᾶς. Ἐν τούτοις δύναται νὰ χρηματοδοτηθῇ ἡ ἐξαγωγή.	[612, 1841, 789, 1866]
subhead: Η ΑΜΕΡΙΚΑΝΙΚΗ ΣΤΑΣΙΣ	[640, 829, 769, 842]
left-subhead: ΤΟ ΕΚ ΔΥΟ ΣΗΜΕΙΩΝ ΕΛΛΗΝΙΚΟΝ ΣΧΕΔΙΟΝ	[185, 184, 417, 196]
